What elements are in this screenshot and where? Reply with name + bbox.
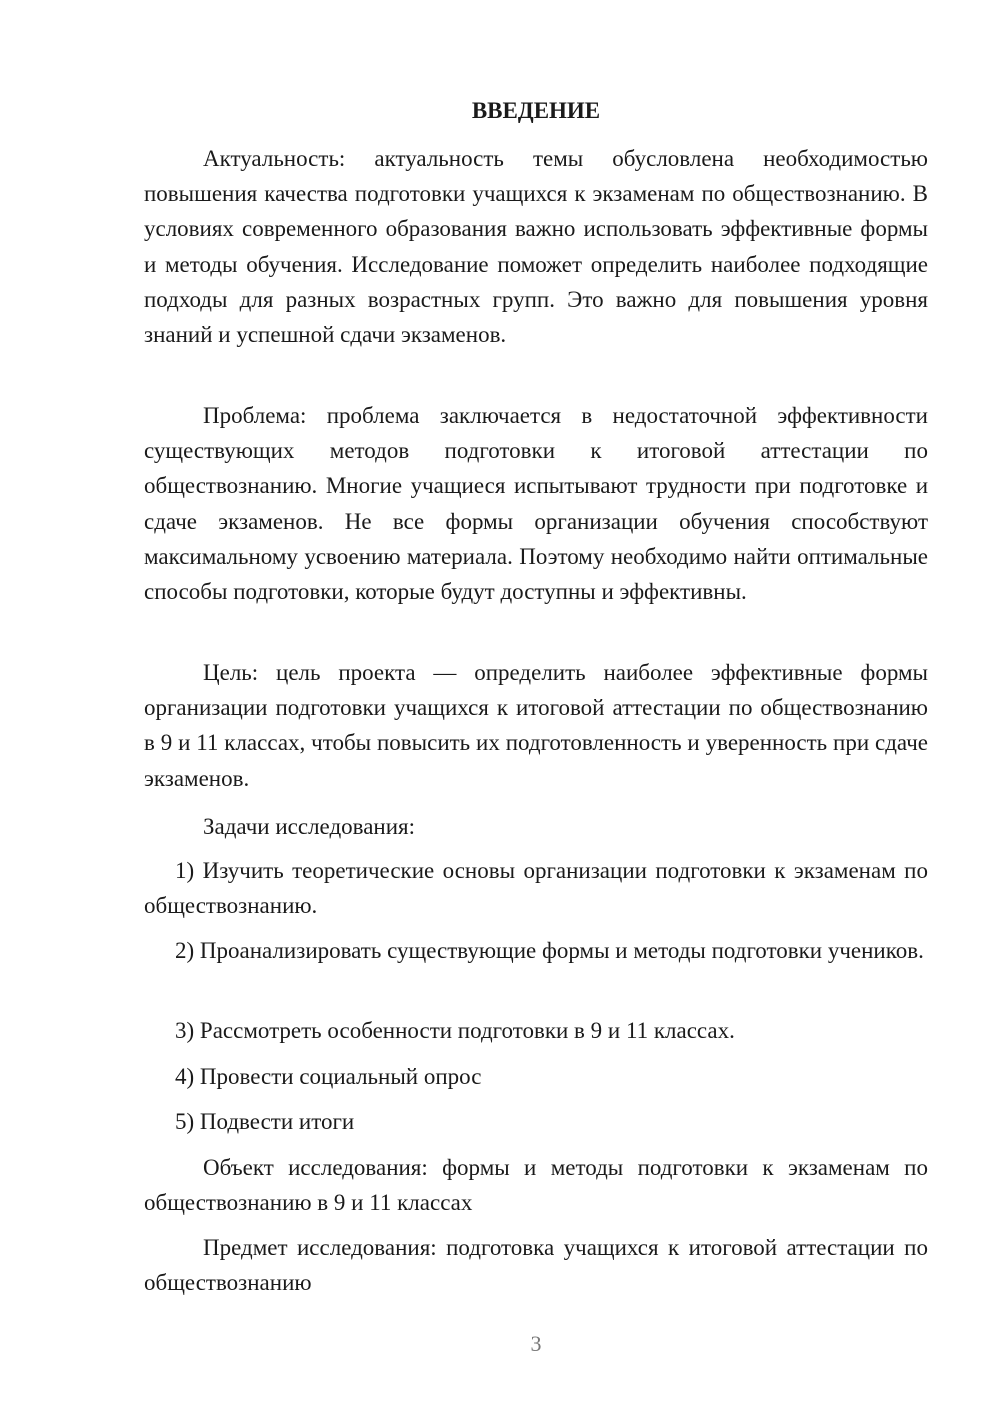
tasks-heading: Задачи исследования: — [203, 814, 416, 839]
paragraph-object: Объект исследования: формы и методы подготовки к экзаменам по обществознанию в 9 и 11 классах — [144, 1155, 928, 1216]
paragraph-goal: Цель: цель проекта — определить наиболее эффективные формы организации подготовки учащихся к итоговой аттестации по обществознанию в 9 и 11 классах, чтобы повысить их подготовленность и уверенность при сдаче экзаменов. — [144, 660, 928, 791]
task-item-4: 4) Провести социальный опрос — [175, 1064, 482, 1089]
paragraph-problem: Проблема: проблема заключается в недостаточной эффективности существующих методов подготовки к итоговой аттестации по обществознанию. Многие учащиеся испытывают трудности при подготовке и сдаче экзаменов. Не все формы организации обучения способствуют максимальному усвоению материала. Поэтому необходимо найти оптимальные способы подготовки, которые будут доступны и эффективны. — [144, 403, 928, 605]
page-title: ВВЕДЕНИЕ — [471, 98, 601, 123]
task-item-2: 2) Проанализировать существующие формы и методы подготовки учеников. — [175, 938, 924, 963]
paragraph-subject: Предмет исследования: подготовка учащихся к итоговой аттестации по обществознанию — [144, 1235, 928, 1296]
task-item-5: 5) Подвести итоги — [175, 1109, 355, 1134]
paragraph-relevance: Актуальность: актуальность темы обусловлена необходимостью повышения качества подготовки учащихся к экзаменам по обществознанию. В условиях современного образования важно использовать эффективные формы и методы обучения. Исследование поможет определить наиболее подходящие подходы для разных возрастных групп. Это важно для повышения уровня знаний и успешной сдачи экзаменов. — [144, 146, 928, 348]
task-item-3: 3) Рассмотреть особенности подготовки в 9 и 11 классах. — [175, 1018, 735, 1043]
page-number: 3 — [530, 1331, 542, 1356]
task-item-1: 1) Изучить теоретические основы организации подготовки к экзаменам по обществознанию. — [144, 858, 928, 919]
